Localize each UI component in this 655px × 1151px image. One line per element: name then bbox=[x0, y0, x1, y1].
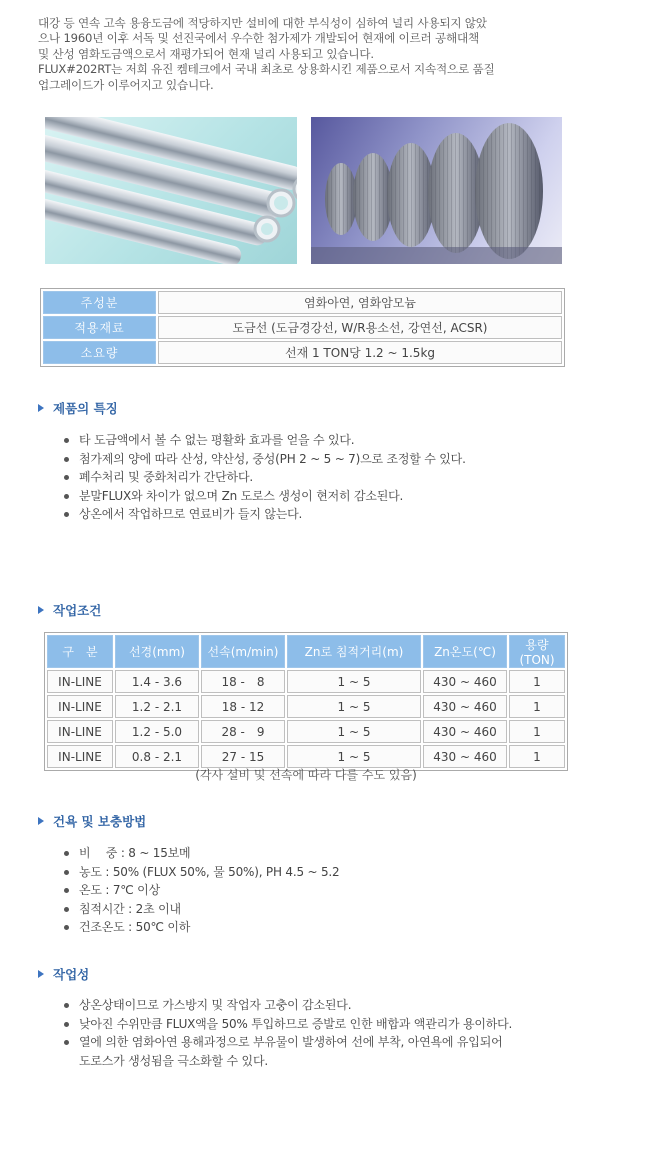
intro-text bbox=[38, 16, 578, 93]
bath-heading bbox=[38, 812, 146, 830]
table-row bbox=[47, 670, 565, 693]
table-header-row bbox=[47, 635, 565, 668]
intro-line: 으나 1960년 이후 서독 및 선진국에서 우수한 첨가제가 개발되어 현재에 이르러 공해대책 bbox=[38, 31, 480, 46]
column-header: 구 분 bbox=[47, 635, 113, 668]
table-cell: 1 bbox=[509, 745, 565, 768]
arrow-icon bbox=[38, 970, 44, 978]
list-item: 첨가제의 양에 따라 산성, 약산성, 중성(PH 2 ~ 5 ~ 7)으로 조정할 수 있다. bbox=[62, 450, 466, 469]
table-cell: 1 bbox=[509, 720, 565, 743]
list-item: 폐수처리 및 중화처리가 간단하다. bbox=[62, 468, 466, 487]
list-item: 농도 : 50% (FLUX 50%, 물 50%), PH 4.5 ~ 5.2 bbox=[62, 863, 339, 882]
table-cell: 27 - 15 bbox=[201, 745, 285, 768]
list-item: 타 도금액에서 볼 수 없는 평활화 효과를 얻을 수 있다. bbox=[62, 431, 466, 450]
table-cell: 1 bbox=[509, 670, 565, 693]
table-cell: 430 ~ 460 bbox=[423, 670, 507, 693]
list-item: 상온에서 작업하므로 연료비가 들지 않는다. bbox=[62, 505, 466, 524]
table-cell: 430 ~ 460 bbox=[423, 720, 507, 743]
conditions-title: 작업조건 bbox=[53, 603, 102, 618]
intro-line: FLUX#202RT는 저희 유진 켐테크에서 국내 최초로 상용화시킨 제품으로서 지속적으로 품질 bbox=[38, 62, 495, 77]
workability-heading bbox=[38, 965, 89, 983]
column-header: Zn로 침적거리(m) bbox=[287, 635, 421, 668]
table-cell: 430 ~ 460 bbox=[423, 745, 507, 768]
table-cell: 28 - 9 bbox=[201, 720, 285, 743]
workability-title: 작업성 bbox=[53, 967, 90, 982]
column-header: 선속(m/min) bbox=[201, 635, 285, 668]
table-cell: 18 - 12 bbox=[201, 695, 285, 718]
table-row bbox=[47, 695, 565, 718]
list-item: 상온상태이므로 가스방지 및 작업자 고충이 감소된다. bbox=[62, 996, 512, 1015]
intro-line: 업그레이드가 이루어지고 있습니다. bbox=[38, 77, 214, 92]
conditions-heading bbox=[38, 601, 101, 619]
intro-line: 및 산성 염화도금액으로서 재평가되어 현재 널리 사용되고 있습니다. bbox=[38, 46, 374, 61]
table-cell: 1 ~ 5 bbox=[287, 745, 421, 768]
list-item-continuation: 도로스가 생성됨을 극소화할 수 있다. bbox=[79, 1053, 268, 1068]
table-cell: 1.2 - 2.1 bbox=[115, 695, 199, 718]
list-item: 침적시간 : 2초 이내 bbox=[62, 900, 339, 919]
table-cell: 1 ~ 5 bbox=[287, 695, 421, 718]
table-row bbox=[47, 720, 565, 743]
arrow-icon bbox=[38, 817, 44, 825]
spec-label: 적용재료 bbox=[43, 316, 156, 339]
intro-line: 대강 등 연속 고속 용융도금에 적당하지만 설비에 대한 부식성이 심하여 널리 사용되지 않았 bbox=[38, 16, 487, 30]
list-item: 낮아진 수위만큼 FLUX액을 50% 투입하므로 증발로 인한 배합과 액관리가 용이하다. bbox=[62, 1015, 512, 1034]
wire-coils-photo bbox=[311, 117, 562, 264]
table-cell: 1 bbox=[509, 695, 565, 718]
bath-list bbox=[62, 844, 339, 937]
wire-coils-illustration bbox=[311, 117, 562, 264]
table-cell: 1 ~ 5 bbox=[287, 670, 421, 693]
spec-label: 주성분 bbox=[43, 291, 156, 314]
spec-label: 소요량 bbox=[43, 341, 156, 364]
table-row bbox=[43, 341, 562, 364]
column-header: 용량(TON) bbox=[509, 635, 565, 668]
table-cell: IN-LINE bbox=[47, 720, 113, 743]
list-item: 온도 : 7℃ 이상 bbox=[62, 881, 339, 900]
conditions-note: (각사 설비 및 선속에 따라 다를 수도 있음) bbox=[195, 768, 417, 782]
steel-pipes-illustration bbox=[45, 117, 297, 264]
table-cell: 430 ~ 460 bbox=[423, 695, 507, 718]
table-cell: 1.2 - 5.0 bbox=[115, 720, 199, 743]
table-cell: IN-LINE bbox=[47, 670, 113, 693]
features-heading bbox=[38, 399, 118, 417]
spec-value: 염화아연, 염화암모늄 bbox=[158, 291, 562, 314]
table-cell: 18 - 8 bbox=[201, 670, 285, 693]
table-cell: 0.8 - 2.1 bbox=[115, 745, 199, 768]
features-title: 제품의 특징 bbox=[53, 401, 118, 416]
spec-value: 선재 1 TON당 1.2 ~ 1.5kg bbox=[158, 341, 562, 364]
workability-list bbox=[62, 996, 512, 1070]
column-header: 선경(mm) bbox=[115, 635, 199, 668]
list-item: 분말FLUX와 차이가 없으며 Zn 도로스 생성이 현저히 감소된다. bbox=[62, 487, 466, 506]
table-cell: IN-LINE bbox=[47, 745, 113, 768]
spec-table bbox=[40, 288, 565, 367]
bath-title: 건욕 및 보충방법 bbox=[53, 814, 147, 829]
arrow-icon bbox=[38, 606, 44, 614]
table-cell: IN-LINE bbox=[47, 695, 113, 718]
table-row bbox=[43, 316, 562, 339]
steel-pipes-photo bbox=[45, 117, 297, 264]
list-item: 비 중 : 8 ~ 15보메 bbox=[62, 844, 339, 863]
table-row bbox=[47, 745, 565, 768]
arrow-icon bbox=[38, 404, 44, 412]
spec-value: 도금선 (도금경강선, W/R용소선, 강연선, ACSR) bbox=[158, 316, 562, 339]
list-item: 열에 의한 염화아연 용해과정으로 부유물이 발생하여 선에 부착, 아연욕에 유입되어 bbox=[62, 1033, 512, 1052]
table-cell: 1.4 - 3.6 bbox=[115, 670, 199, 693]
features-list bbox=[62, 431, 466, 524]
table-cell: 1 ~ 5 bbox=[287, 720, 421, 743]
column-header: Zn온도(℃) bbox=[423, 635, 507, 668]
table-row bbox=[43, 291, 562, 314]
list-item: 건조온도 : 50℃ 이하 bbox=[62, 918, 339, 937]
conditions-table bbox=[44, 632, 568, 771]
